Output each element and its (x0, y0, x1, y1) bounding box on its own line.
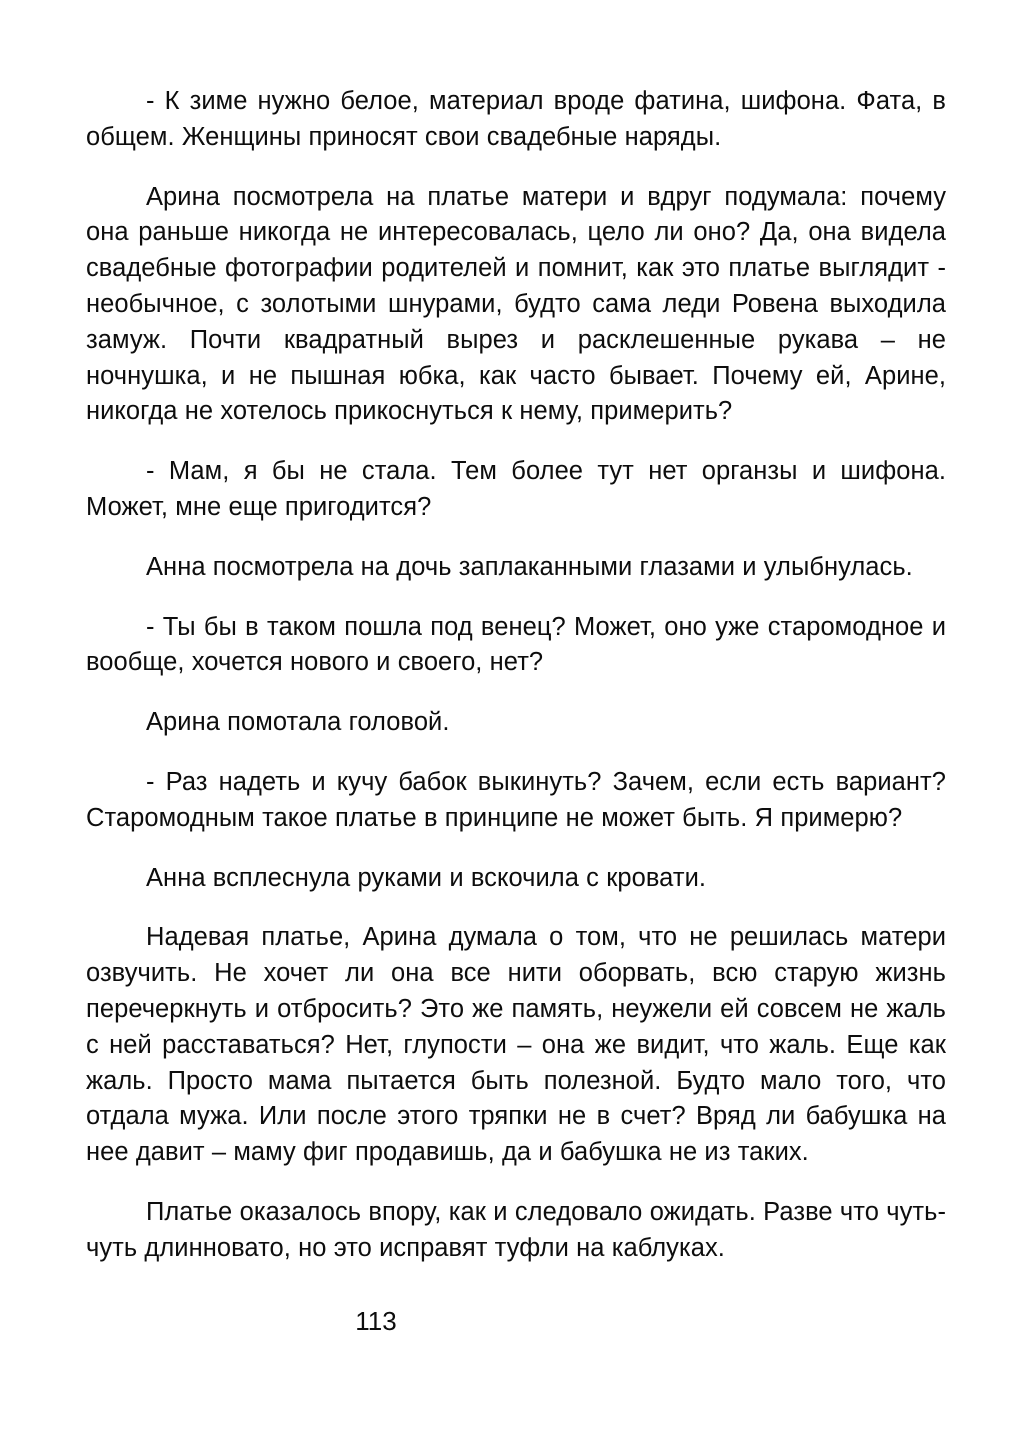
page-number: 113 (355, 1306, 397, 1336)
paragraph-9: Надевая платье, Арина думала о том, что не решилась матери озвучить. Не хочет ли она все нити оборвать, всю старую жизнь перечеркнуть и отбросить? Это же память, неужели ей совсем не жаль с ней расставаться? Нет, глупости – она же видит, что жаль. Еще как жаль. Просто мама пытается быть полезной. Будто мало того, что отдала мужа. Или после этого тряпки не в счет? Вряд ли бабушка на нее давит – маму фиг продавишь, да и бабушка не из таких. (86, 923, 946, 1167)
page-text-column (86, 84, 946, 1267)
paragraph-2: Арина посмотрела на платье матери и вдруг подумала: почему она раньше никогда не интересовалась, цело ли оно? Да, она видела свадебные фотографии родителей и помнит, как это платье выглядит - необычное, с золотыми шнурами, будто сама леди Ровена выходила замуж. Почти квадратный вырез и расклешенные рукава – не ночнушка, и не пышная юбка, как часто бывает. Почему ей, Арине, никогда не хотелось прикоснуться к нему, примерить? (86, 182, 946, 426)
paragraph-8: Анна всплеснула руками и вскочила с кровати. (146, 863, 707, 892)
paragraph-3: - Мам, я бы не стала. Тем более тут нет органзы и шифона. Может, мне еще пригодится? (86, 457, 946, 521)
paragraph-6: Арина помотала головой. (146, 708, 450, 737)
paragraph-4: Анна посмотрела на дочь заплаканными глазами и улыбнулась. (146, 552, 913, 581)
paragraph-7: - Раз надеть и кучу бабок выкинуть? Зачем, если есть вариант? Старомодным такое платье в принципе не может быть. Я примерю? (86, 767, 946, 832)
paragraph-10: Платье оказалось впору, как и следовало ожидать. Разве что чуть-чуть длинновато, но это исправят туфли на каблуках. (86, 1197, 946, 1262)
paragraph-5: - Ты бы в таком пошла под венец? Может, оно уже старомодное и вообще, хочется нового и своего, нет? (86, 612, 946, 677)
paragraph-1: - К зиме нужно белое, материал вроде фатина, шифона. Фата, в общем. Женщины приносят свои свадебные наряды. (86, 87, 946, 151)
